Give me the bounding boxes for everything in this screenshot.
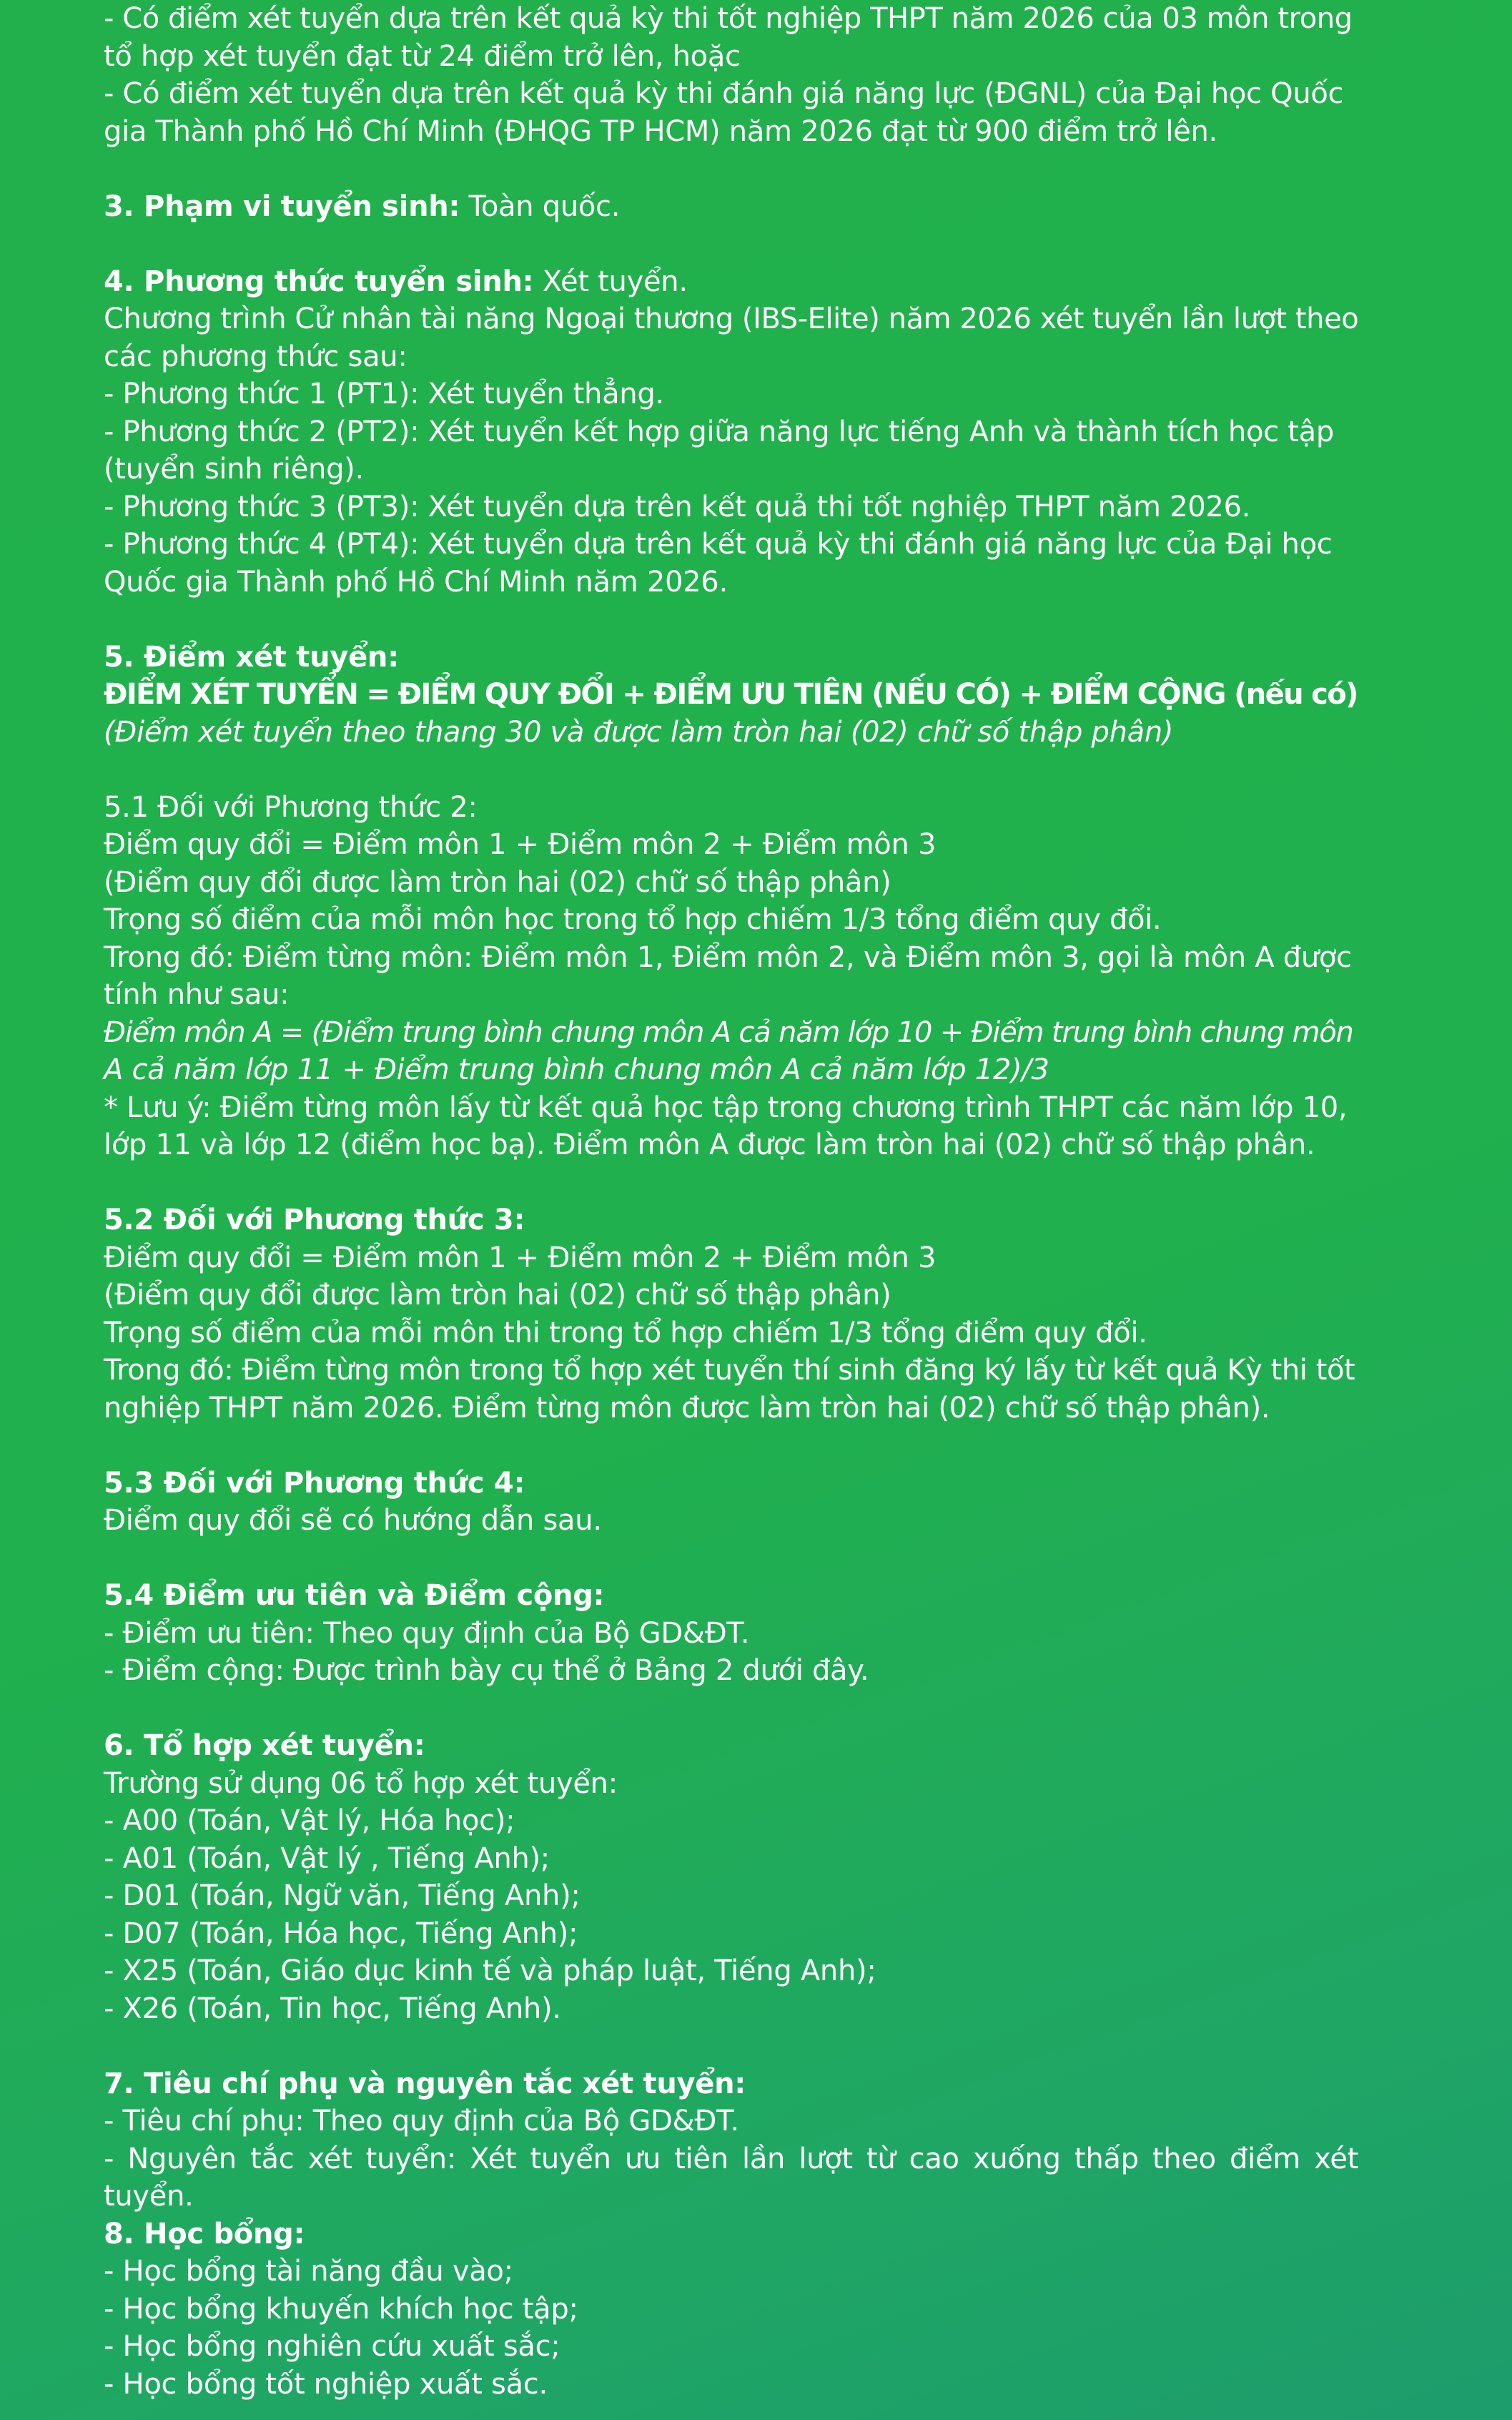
score-formula: ĐIỂM XÉT TUYỂN = ĐIỂM QUY ĐỔI + ĐIỂM ƯU TIÊN (NẾU CÓ) + ĐIỂM CỘNG (nếu có) xyxy=(104,678,1358,711)
criteria-line: tổ hợp xét tuyển đạt từ 24 điểm trở lên, hoặc xyxy=(104,39,741,73)
combination-item: - X25 (Toán, Giáo dục kinh tế và pháp luật, Tiếng Anh); xyxy=(104,1954,876,1987)
priority-line: - Điểm ưu tiên: Theo quy định của Bộ GD&ĐT. xyxy=(104,1616,750,1650)
criteria-line: - Có điểm xét tuyển dựa trên kết quả kỳ thi tốt nghiệp THPT năm 2026 của 03 môn trong xyxy=(104,2,1353,35)
method-line: Quốc gia Thành phố Hồ Chí Minh năm 2026. xyxy=(104,565,728,599)
section-3-scope xyxy=(104,188,1358,226)
pt3-line: Trọng số điểm của mỗi môn thi trong tổ hợp chiếm 1/3 tổng điểm quy đổi. xyxy=(104,1316,1147,1349)
method-line: - Phương thức 1 (PT1): Xét tuyển thẳng. xyxy=(104,378,664,410)
section-3-value: Toàn quốc. xyxy=(460,190,621,223)
pt2-line: Trọng số điểm của mỗi môn học trong tổ hợp chiếm 1/3 tổng điểm quy đổi. xyxy=(104,903,1162,936)
pt2-line: (Điểm quy đổi được làm tròn hai (02) chữ số thập phân) xyxy=(104,865,891,899)
scholarship-item: - Học bổng tài năng đầu vào; xyxy=(104,2255,513,2288)
scholarship-item: - Học bổng tốt nghiệp xuất sắc. xyxy=(104,2367,548,2401)
section-5-2-heading: 5.2 Đối với Phương thức 3: xyxy=(104,1204,525,1236)
pt3-line: nghiệp THPT năm 2026. Điểm từng môn được làm tròn hai (02) chữ số thập phân). xyxy=(104,1391,1270,1425)
pt2-line: Trong đó: Điểm từng môn: Điểm môn 1, Điểm môn 2, và Điểm môn 3, gọi là môn A được xyxy=(104,940,1352,974)
section-5-heading: 5. Điểm xét tuyển: xyxy=(104,640,399,674)
method-line: - Phương thức 4 (PT4): Xét tuyển dựa trên kết quả kỳ thi đánh giá năng lực của Đại học xyxy=(104,528,1333,561)
section-8-heading: 8. Học bổng: xyxy=(104,2217,305,2251)
criteria-rule-line: - Nguyên tắc xét tuyển: Xét tuyển ưu tiên lần lượt từ cao xuống thấp theo điểm xét xyxy=(104,2142,1358,2175)
pt3-line: Điểm quy đổi = Điểm môn 1 + Điểm môn 2 + Điểm môn 3 xyxy=(104,1241,937,1274)
section-5-4-heading: 5.4 Điểm ưu tiên và Điểm cộng: xyxy=(104,1579,605,1612)
combination-item: - D01 (Toán, Ngữ văn, Tiếng Anh); xyxy=(104,1879,580,1912)
section-4-value: Xét tuyển. xyxy=(533,265,688,298)
pt4-line: Điểm quy đổi sẽ có hướng dẫn sau. xyxy=(104,1504,602,1537)
pt2-note-line: lớp 11 và lớp 12 (điểm học bạ). Điểm môn A được làm tròn hai (02) chữ số thập phân. xyxy=(104,1128,1315,1161)
pt3-line: (Điểm quy đổi được làm tròn hai (02) chữ số thập phân) xyxy=(104,1279,891,1312)
pt2-line: tính như sau: xyxy=(104,978,290,1011)
criteria-rule-line: - Tiêu chí phụ: Theo quy định của Bộ GD&ĐT. xyxy=(104,2105,739,2138)
combination-item: - X26 (Toán, Tin học, Tiếng Anh). xyxy=(104,1992,561,2025)
combination-item: - A00 (Toán, Vật lý, Hóa học); xyxy=(104,1804,515,1837)
section-4-method xyxy=(104,263,1358,301)
method-line: - Phương thức 2 (PT2): Xét tuyển kết hợp giữa năng lực tiếng Anh và thành tích học tập xyxy=(104,415,1334,448)
section-5-1-heading: 5.1 Đối với Phương thức 2: xyxy=(104,790,478,824)
pt3-line: Trong đó: Điểm từng môn trong tổ hợp xét tuyển thí sinh đăng ký lấy từ kết quả Kỳ thi tốt xyxy=(104,1354,1355,1387)
admission-document xyxy=(104,0,1358,2403)
pt2-formula-line: Điểm môn A = (Điểm trung bình chung môn A cả năm lớp 10 + Điểm trung bình chung môn xyxy=(104,1015,1353,1049)
pt2-note-line: * Lưu ý: Điểm từng môn lấy từ kết quả học tập trong chương trình THPT các năm lớp 10, xyxy=(104,1091,1348,1124)
scholarship-item: - Học bổng khuyến khích học tập; xyxy=(104,2292,578,2326)
section-5-3-heading: 5.3 Đối với Phương thức 4: xyxy=(104,1466,525,1500)
score-note: (Điểm xét tuyển theo thang 30 và được làm tròn hai (02) chữ số thập phân) xyxy=(104,715,1174,749)
section-3-heading: 3. Phạm vi tuyển sinh: xyxy=(104,190,460,223)
criteria-rule-line: tuyển. xyxy=(104,2180,194,2213)
criteria-line: gia Thành phố Hồ Chí Minh (ĐHQG TP HCM) năm 2026 đạt từ 900 điểm trở lên. xyxy=(104,114,1217,148)
pt2-formula-line: A cả năm lớp 11 + Điểm trung bình chung môn A cả năm lớp 12)/3 xyxy=(104,1053,1049,1086)
method-line: - Phương thức 3 (PT3): Xét tuyển dựa trên kết quả thi tốt nghiệp THPT năm 2026. xyxy=(104,490,1251,523)
method-line: các phương thức sau: xyxy=(104,340,407,373)
section-7-heading: 7. Tiêu chí phụ và nguyên tắc xét tuyển: xyxy=(104,2067,746,2100)
pt2-line: Điểm quy đổi = Điểm môn 1 + Điểm môn 2 + Điểm môn 3 xyxy=(104,828,937,861)
combination-item: - D07 (Toán, Hóa học, Tiếng Anh); xyxy=(104,1917,578,1950)
criteria-line: - Có điểm xét tuyển dựa trên kết quả kỳ thi đánh giá năng lực (ĐGNL) của Đại học Quốc xyxy=(104,77,1344,110)
method-line: Chương trình Cử nhân tài năng Ngoại thương (IBS-Elite) năm 2026 xét tuyển lần lượt theo xyxy=(104,302,1359,335)
combination-item: - A01 (Toán, Vật lý , Tiếng Anh); xyxy=(104,1841,550,1875)
section-6-heading: 6. Tổ hợp xét tuyển: xyxy=(104,1729,425,1762)
priority-line: - Điểm cộng: Được trình bày cụ thể ở Bảng 2 dưới đây. xyxy=(104,1654,869,1687)
method-line: (tuyển sinh riêng). xyxy=(104,453,364,486)
combination-intro: Trường sử dụng 06 tổ hợp xét tuyển: xyxy=(104,1766,618,1800)
scholarship-item: - Học bổng nghiên cứu xuất sắc; xyxy=(104,2330,560,2363)
section-4-heading: 4. Phương thức tuyển sinh: xyxy=(104,265,534,298)
